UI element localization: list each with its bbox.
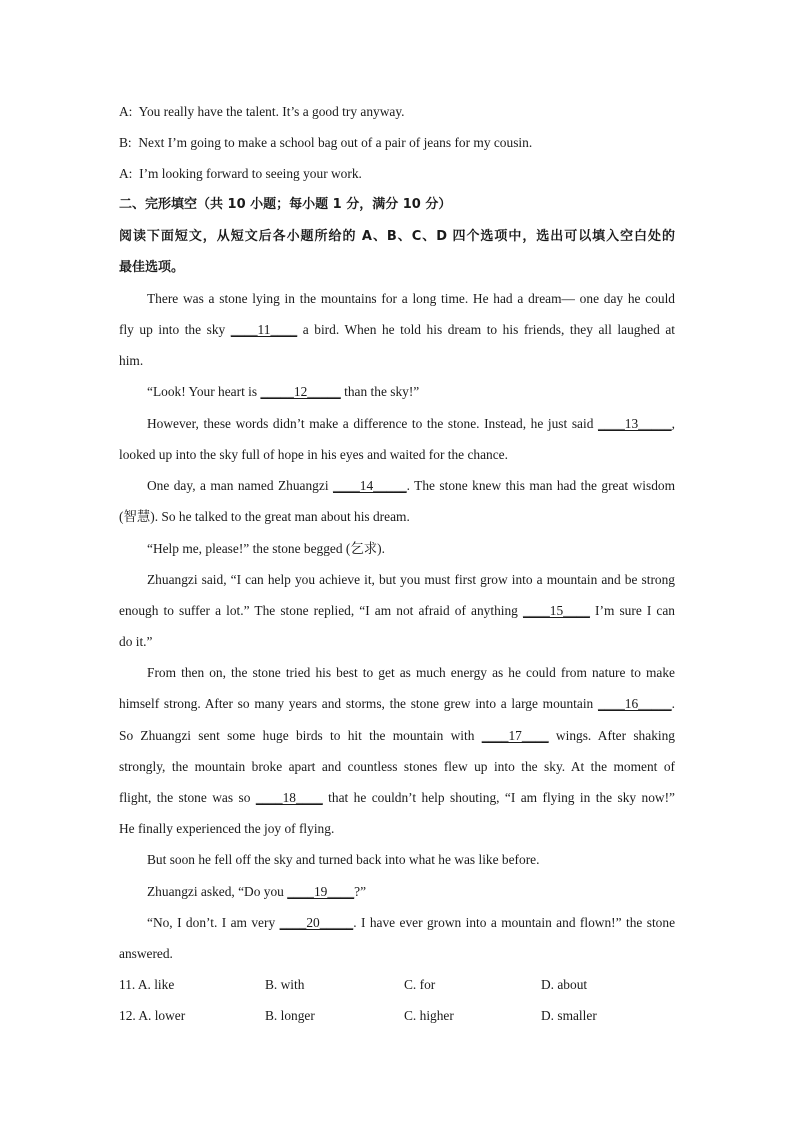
dialogue-line-2: [119, 133, 675, 153]
passage-line: He finally experienced the joy of flying.: [119, 821, 335, 836]
dialogue-text: Next I’m going to make a school bag out of a pair of jeans for my cousin.: [138, 135, 533, 150]
speaker: B:: [119, 135, 132, 150]
passage-line: himself strong. After so many years and storms, the stone grew into a large mountain ____16_____.: [119, 696, 675, 711]
passage-line: But soon he fell off the sky and turned back into what he was like before.: [147, 852, 540, 867]
section-instruction-cont: 最佳选项。: [119, 260, 185, 275]
passage-line: looked up into the sky full of hope in his eyes and waited for the chance.: [119, 447, 508, 462]
passage-line: fly up into the sky ____11____ a bird. When he told his dream to his friends, they all laughed at: [119, 322, 676, 337]
passage-line: So Zhuangzi sent some huge birds to hit the mountain with ____17____ wings. After shaking: [119, 728, 675, 743]
blank-16: ____16_____: [597, 696, 672, 711]
blank-18: ____18____: [255, 790, 323, 805]
speaker: A:: [119, 104, 133, 119]
passage-line: answered.: [119, 946, 173, 961]
passage-line: “Look! Your heart is _____12_____ than the sky!”: [147, 384, 420, 399]
blank-13: ____13_____: [597, 416, 672, 431]
passage-line: From then on, the stone tried his best to get as much energy as he could from nature to make: [147, 665, 675, 680]
section-title: 二、完形填空（共 10 小题；每小题 1 分，满分 10 分）: [119, 197, 452, 212]
blank-20: ____20_____: [279, 915, 354, 930]
question-11-option-c: C. for: [404, 977, 436, 992]
section-instruction: 阅读下面短文，从短文后各小题所给的 A、B、C、D 四个选项中，选出可以填入空白处的: [119, 229, 675, 244]
question-12-option-a: 12. A. lower: [119, 1008, 186, 1023]
blank-17: ____17____: [481, 728, 549, 743]
dialogue-text: You really have the talent. It’s a good try anyway.: [138, 104, 405, 119]
passage-line: (智慧). So he talked to the great man about his dream.: [119, 509, 410, 524]
passage-line: enough to suffer a lot.” The stone replied, “I am not afraid of anything ____15____ I’m sure I can: [119, 603, 675, 618]
question-12-option-c: C. higher: [404, 1008, 454, 1023]
question-12-option-d: D. smaller: [541, 1008, 597, 1023]
question-11-option-d: D. about: [541, 977, 588, 992]
passage-line: Zhuangzi asked, “Do you ____19____?”: [147, 884, 367, 899]
question-11-option-b: B. with: [265, 977, 305, 992]
passage-line: flight, the stone was so ____18____ that he couldn’t help shouting, “I am flying in the sky now!”: [119, 790, 676, 805]
passage-line: Zhuangzi said, “I can help you achieve it, but you must first grow into a mountain and be strong: [147, 572, 675, 587]
blank-15: ____15____: [522, 603, 590, 618]
question-11-option-a: 11. A. like: [119, 977, 175, 992]
blank-12: _____12_____: [260, 384, 341, 399]
passage-line: strongly, the mountain broke apart and countless stones flew up into the sky. At the moment of: [119, 759, 675, 774]
blank-11: ____11____: [230, 322, 298, 337]
question-12-option-b: B. longer: [265, 1008, 315, 1023]
passage-line: “No, I don’t. I am very ____20_____. I have ever grown into a mountain and flown!” the stone: [147, 915, 676, 930]
blank-19: ____19____: [287, 884, 355, 899]
dialogue-line-3: [119, 164, 675, 184]
dialogue-line-1: [119, 102, 675, 122]
passage-line: However, these words didn’t make a difference to the stone. Instead, he just said ____13_____,: [147, 416, 675, 431]
passage-line: do it.”: [119, 634, 153, 649]
passage-line: him.: [119, 353, 144, 368]
speaker: A:: [119, 166, 133, 181]
passage-line: “Help me, please!” the stone begged (乞求).: [147, 541, 385, 556]
blank-14: ____14_____: [332, 478, 407, 493]
dialogue-text: I’m looking forward to seeing your work.: [139, 166, 362, 181]
passage-line: There was a stone lying in the mountains for a long time. He had a dream— one day he could: [147, 291, 675, 306]
passage-line: One day, a man named Zhuangzi ____14_____. The stone knew this man had the great wisdom: [147, 478, 675, 493]
